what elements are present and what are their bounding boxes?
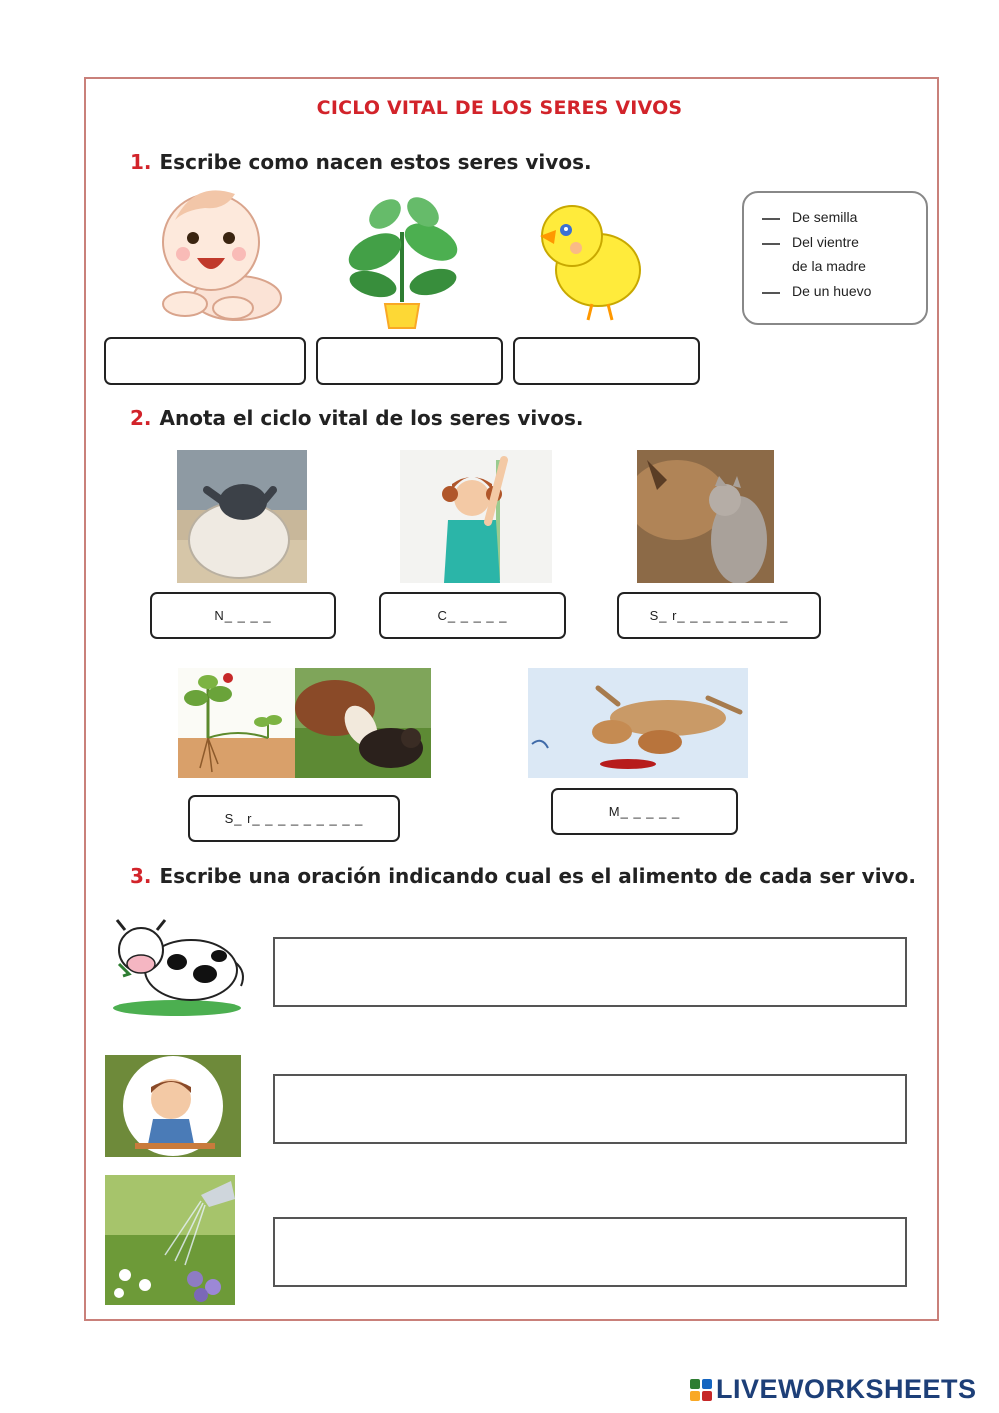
answer-box-relacion[interactable] (617, 592, 821, 639)
baby-image (155, 180, 285, 325)
liveworksheets-logo (690, 1374, 977, 1405)
worksheet-title: CICLO VITAL DE LOS SERES VIVOS (316, 97, 683, 119)
question-3-number: 3. (130, 864, 152, 888)
hint-relacion: S_ r_ _ _ _ _ _ _ _ _ (649, 608, 789, 623)
turtle-hatching-image (177, 450, 307, 583)
answer-box-nacer[interactable] (150, 592, 336, 639)
chick-image (532, 196, 644, 324)
hint-crecer: C_ _ _ _ _ (437, 608, 508, 623)
brand-name: LIVEWORKSHEETS (716, 1374, 977, 1404)
options-legend (742, 191, 928, 325)
hint-nacer: N_ _ _ _ (214, 608, 272, 623)
legend-item-vientre: Del vientre (792, 234, 859, 250)
question-3 (130, 864, 916, 888)
liveworksheets-icon (690, 1379, 712, 1401)
answer-line-plant[interactable] (273, 1217, 907, 1287)
hint-reproducir: S_ r_ _ _ _ _ _ _ _ _ (224, 811, 364, 826)
answer-box-chick[interactable] (513, 337, 700, 385)
legend-item-semilla: De semilla (792, 209, 857, 225)
hint-morir: M_ _ _ _ _ (608, 804, 681, 819)
answer-box-baby[interactable] (104, 337, 306, 385)
dog-cat-image (637, 450, 774, 583)
answer-line-cow[interactable] (273, 937, 907, 1007)
plant-image (345, 192, 460, 330)
plant-runner-image (178, 668, 296, 778)
deer-death-image (528, 668, 748, 778)
question-2 (130, 406, 584, 430)
child-eating-image (105, 1055, 241, 1157)
girl-growing-image (400, 450, 552, 583)
question-2-text: Anota el ciclo vital de los seres vivos. (159, 406, 584, 430)
legend-item-huevo: De un huevo (792, 283, 871, 299)
legend-item-vientre-cont: de la madre (792, 258, 866, 274)
answer-box-morir[interactable] (551, 788, 738, 835)
question-2-number: 2. (130, 406, 152, 430)
cow-calf-image (295, 668, 431, 778)
answer-box-crecer[interactable] (379, 592, 566, 639)
question-1-number: 1. (130, 150, 152, 174)
question-1 (130, 150, 592, 174)
cartoon-cow-image (107, 912, 249, 1017)
answer-line-child[interactable] (273, 1074, 907, 1144)
watering-flowers-image (105, 1175, 235, 1305)
answer-box-reproducir[interactable] (188, 795, 400, 842)
question-3-text: Escribe una oración indicando cual es el alimento de cada ser vivo. (159, 864, 916, 888)
answer-box-plant[interactable] (316, 337, 503, 385)
question-1-text: Escribe como nacen estos seres vivos. (159, 150, 592, 174)
